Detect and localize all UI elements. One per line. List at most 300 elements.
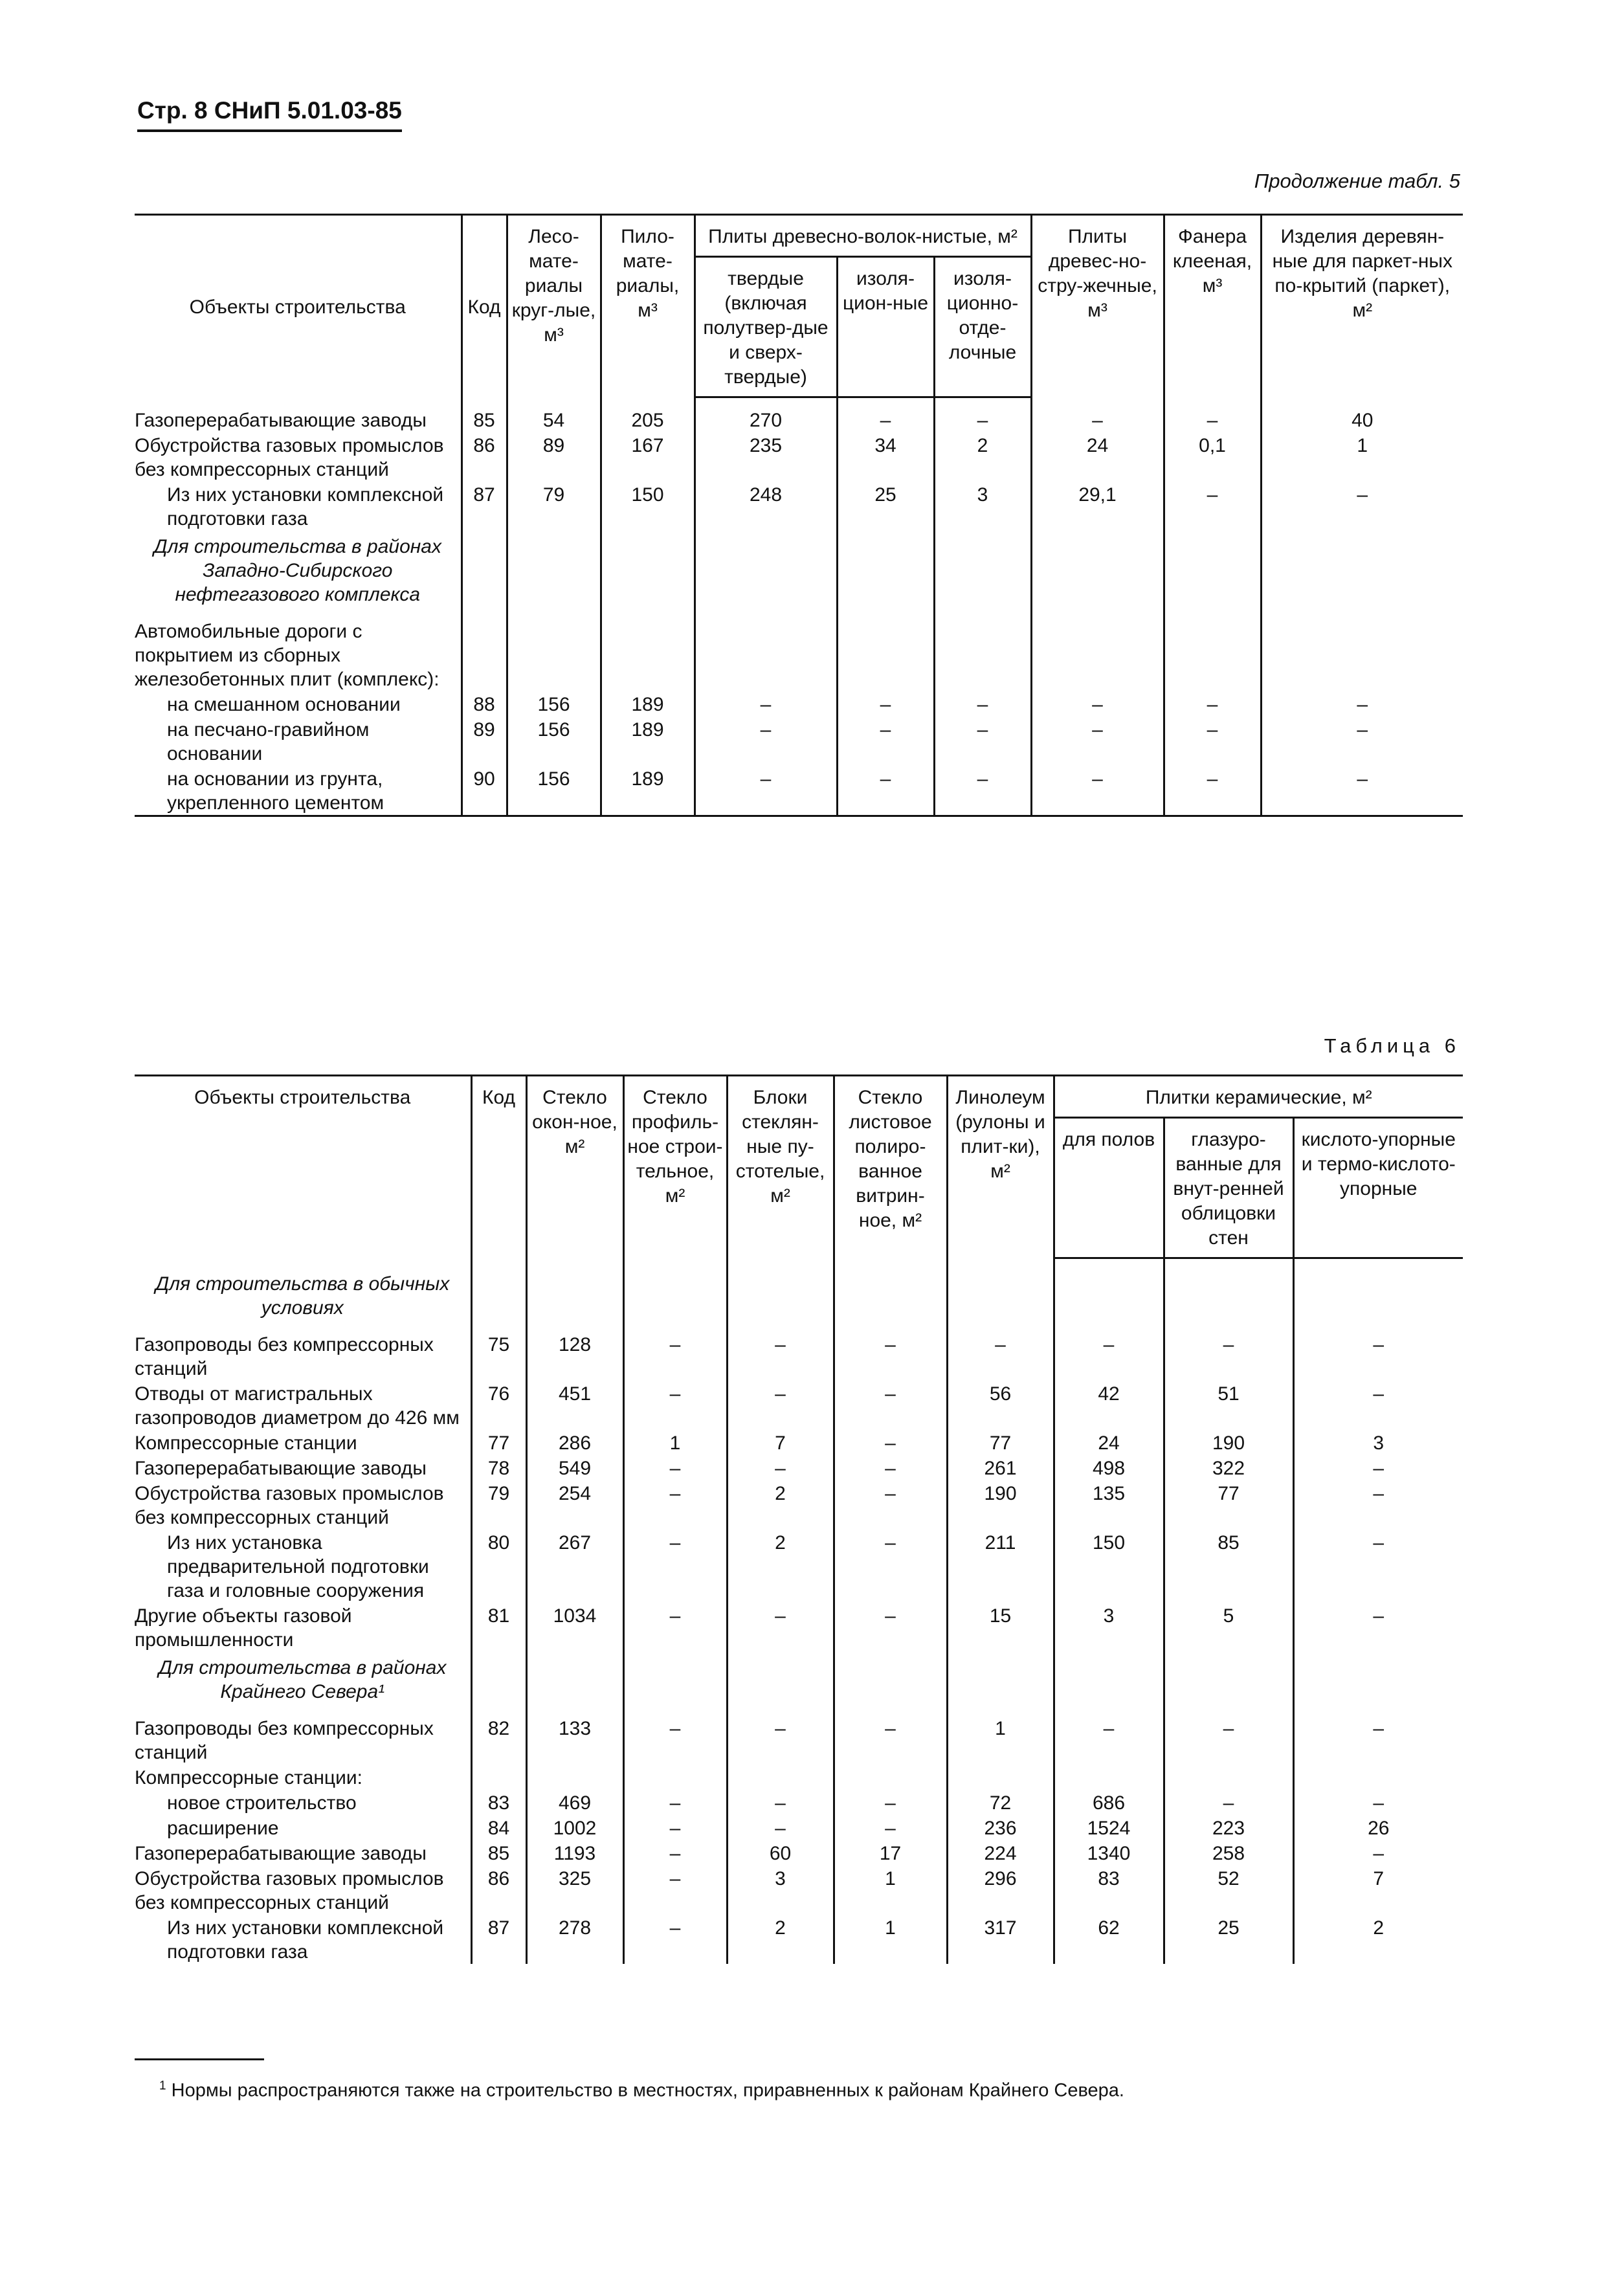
value-cell: 77 (1164, 1480, 1293, 1530)
code-cell (471, 1268, 526, 1331)
value-cell (507, 531, 601, 618)
value-cell: 135 (1054, 1480, 1164, 1530)
section-row (135, 1268, 1463, 1331)
value-cell: 25 (1164, 1915, 1293, 1964)
value-cell: 3 (1293, 1430, 1463, 1455)
value-cell: – (837, 407, 934, 432)
header-plywood: Фанера клееная, м³ (1164, 215, 1261, 397)
object-name-cell: на песчано-гравийном основании (167, 719, 370, 764)
value-cell: – (1261, 482, 1463, 531)
value-cell (695, 531, 837, 618)
value-cell: 26 (1293, 1815, 1463, 1840)
value-cell: 686 (1054, 1790, 1164, 1815)
code-cell: 79 (471, 1480, 526, 1530)
value-cell: 469 (526, 1790, 623, 1815)
section-heading: Для строительства в районах Западно-Сибирского нефтегазового комплекса (153, 536, 441, 605)
code-cell: 86 (462, 432, 507, 482)
value-cell: 1 (623, 1430, 727, 1455)
code-cell: 84 (471, 1815, 526, 1840)
value-cell: – (1054, 1715, 1164, 1765)
value-cell (727, 1652, 834, 1715)
value-cell: – (1054, 1331, 1164, 1381)
spacer-cell (601, 397, 695, 408)
header-code: Код (462, 215, 507, 397)
object-name-cell: на смешанном основании (167, 694, 401, 715)
value-cell: 451 (526, 1381, 623, 1430)
spacer-cell (947, 1258, 1054, 1269)
value-cell (526, 1765, 623, 1790)
value-cell: – (1164, 482, 1261, 531)
header-fiber-hard: твердые (включая полутвер-дые и сверх-твердые) (695, 257, 837, 397)
value-cell: 1193 (526, 1840, 623, 1865)
value-cell (934, 618, 1031, 691)
table-row (135, 1915, 1463, 1964)
code-cell (471, 1652, 526, 1715)
table-row (135, 1430, 1463, 1455)
table-row (135, 618, 1463, 691)
value-cell: 60 (727, 1840, 834, 1865)
value-cell (1164, 531, 1261, 618)
value-cell: 167 (601, 432, 695, 482)
spacer-cell (1261, 397, 1463, 408)
value-cell: 156 (507, 717, 601, 766)
value-cell: 2 (727, 1480, 834, 1530)
value-cell (526, 1268, 623, 1331)
value-cell (1293, 1652, 1463, 1715)
header-tiles: Плитки керамические, м² (1054, 1076, 1463, 1118)
code-cell: 86 (471, 1865, 526, 1915)
value-cell: 156 (507, 766, 601, 816)
header-tiles-acid: кислото-упорные и термо-кислото-упорные (1293, 1118, 1463, 1258)
value-cell (1261, 531, 1463, 618)
object-name-cell: Компрессорные станции: (135, 1767, 362, 1788)
value-cell: 150 (1054, 1530, 1164, 1603)
object-name-cell: Обустройства газовых промыслов без компрессорных станций (135, 1483, 444, 1528)
value-cell (1054, 1765, 1164, 1790)
value-cell: – (1261, 691, 1463, 717)
footnote-divider (135, 2058, 264, 2060)
object-name-cell: Из них установка предварительной подготовки газа и головные сооружения (167, 1532, 429, 1601)
value-cell: – (1164, 1715, 1293, 1765)
value-cell: – (1293, 1455, 1463, 1480)
value-cell: – (727, 1603, 834, 1652)
code-cell: 82 (471, 1715, 526, 1765)
value-cell: 156 (507, 691, 601, 717)
value-cell: 24 (1054, 1430, 1164, 1455)
value-cell: – (934, 766, 1031, 816)
section-heading: Для строительства в обычных условиях (155, 1273, 450, 1319)
value-cell (623, 1652, 727, 1715)
value-cell: – (934, 407, 1031, 432)
table-row (135, 1765, 1463, 1790)
value-cell: 25 (837, 482, 934, 531)
value-cell: – (1164, 407, 1261, 432)
value-cell: 236 (947, 1815, 1054, 1840)
spacer-row (135, 397, 1463, 408)
value-cell: 3 (934, 482, 1031, 531)
table-row (135, 1331, 1463, 1381)
value-cell: – (934, 691, 1031, 717)
object-name-cell: Газоперерабатывающие заводы (135, 1843, 427, 1864)
spacer-cell (471, 1258, 526, 1269)
spacer-cell (1054, 1258, 1164, 1269)
header-glass-sheet: Стекло листовое полиро-ванное витрин-ное, м² (834, 1076, 947, 1258)
value-cell: 190 (1164, 1430, 1293, 1455)
value-cell: – (834, 1331, 947, 1381)
value-cell: – (1164, 691, 1261, 717)
value-cell: – (1031, 691, 1164, 717)
value-cell: – (623, 1331, 727, 1381)
value-cell (947, 1652, 1054, 1715)
value-cell: 1 (834, 1865, 947, 1915)
section-row (135, 531, 1463, 618)
value-cell: – (934, 717, 1031, 766)
spacer-cell (623, 1258, 727, 1269)
value-cell (623, 1268, 727, 1331)
value-cell: – (1293, 1715, 1463, 1765)
value-cell: – (1293, 1603, 1463, 1652)
footnote-text: Нормы распространяются также на строительство в местностях, приравненных к районам Крайнего Севера. (171, 2080, 1124, 2101)
value-cell (526, 1652, 623, 1715)
value-cell: – (1031, 717, 1164, 766)
value-cell (727, 1268, 834, 1331)
table-row (135, 1480, 1463, 1530)
header-fiber-insul: изоля-цион-ные (837, 257, 934, 397)
spacer-cell (934, 397, 1031, 408)
value-cell: – (1164, 766, 1261, 816)
code-cell (462, 618, 507, 691)
value-cell: 190 (947, 1480, 1054, 1530)
value-cell: – (623, 1815, 727, 1840)
value-cell (834, 1268, 947, 1331)
value-cell: – (695, 717, 837, 766)
header-timber-round: Лесо-мате-риалы круг-лые, м³ (507, 215, 601, 397)
value-cell: 1524 (1054, 1815, 1164, 1840)
table-row (135, 717, 1463, 766)
code-cell: 89 (462, 717, 507, 766)
value-cell: – (837, 717, 934, 766)
object-name-cell: Газоперерабатывающие заводы (135, 410, 427, 431)
value-cell: – (1293, 1530, 1463, 1603)
value-cell: – (834, 1455, 947, 1480)
value-cell: 54 (507, 407, 601, 432)
value-cell: 296 (947, 1865, 1054, 1915)
header-linoleum: Линолеум (рулоны и плит-ки), м² (947, 1076, 1054, 1258)
code-cell: 85 (462, 407, 507, 432)
value-cell: – (1164, 1331, 1293, 1381)
value-cell: – (623, 1840, 727, 1865)
object-name-cell: расширение (167, 1818, 279, 1839)
value-cell: 29,1 (1031, 482, 1164, 531)
value-cell (837, 618, 934, 691)
code-cell: 80 (471, 1530, 526, 1603)
value-cell: 51 (1164, 1381, 1293, 1430)
value-cell: – (623, 1790, 727, 1815)
table-5-continuation (135, 214, 1463, 817)
table-row (135, 1455, 1463, 1480)
value-cell: – (834, 1530, 947, 1603)
value-cell: 549 (526, 1455, 623, 1480)
value-cell: – (727, 1381, 834, 1430)
header-objects: Объекты строительства (194, 1087, 411, 1108)
object-name-cell: Из них установки комплексной подготовки газа (167, 484, 444, 529)
value-cell: – (1031, 766, 1164, 816)
table-row (135, 1603, 1463, 1652)
value-cell (1164, 1765, 1293, 1790)
header-glass-blocks: Блоки стеклян-ные пу-стотелые, м² (727, 1076, 834, 1258)
object-name-cell: Газоперерабатывающие заводы (135, 1458, 427, 1479)
value-cell (837, 531, 934, 618)
continuation-label: Продолжение табл. 5 (1254, 170, 1460, 192)
header-objects: Объекты строительства (189, 296, 406, 318)
table-row (135, 482, 1463, 531)
value-cell: 258 (1164, 1840, 1293, 1865)
value-cell: – (1164, 1790, 1293, 1815)
code-cell: 88 (462, 691, 507, 717)
value-cell: 322 (1164, 1455, 1293, 1480)
value-cell: 85 (1164, 1530, 1293, 1603)
value-cell: – (834, 1790, 947, 1815)
value-cell: 17 (834, 1840, 947, 1865)
value-cell (947, 1268, 1054, 1331)
value-cell: – (834, 1715, 947, 1765)
value-cell: – (1261, 766, 1463, 816)
value-cell: – (837, 766, 934, 816)
value-cell: 205 (601, 407, 695, 432)
object-name-cell: Отводы от магистральных газопроводов диаметром до 426 мм (135, 1383, 460, 1429)
value-cell: 189 (601, 691, 695, 717)
value-cell: – (834, 1480, 947, 1530)
header-fiber-boards: Плиты древесно-волок-нистые, м² (695, 215, 1031, 257)
value-cell: – (1293, 1331, 1463, 1381)
value-cell: 0,1 (1164, 432, 1261, 482)
value-cell (1164, 1652, 1293, 1715)
value-cell: 224 (947, 1840, 1054, 1865)
header-tiles-glazed: глазуро-ванные для внут-ренней облицовки стен (1164, 1118, 1293, 1258)
value-cell (1031, 618, 1164, 691)
value-cell: 72 (947, 1790, 1054, 1815)
value-cell: 89 (507, 432, 601, 482)
value-cell: 79 (507, 482, 601, 531)
value-cell: 52 (1164, 1865, 1293, 1915)
value-cell: – (1293, 1381, 1463, 1430)
code-cell: 77 (471, 1430, 526, 1455)
code-cell: 85 (471, 1840, 526, 1865)
value-cell: 254 (526, 1480, 623, 1530)
value-cell: 1034 (526, 1603, 623, 1652)
code-cell: 83 (471, 1790, 526, 1815)
table-row (135, 1715, 1463, 1765)
code-cell (471, 1765, 526, 1790)
table-row (135, 1815, 1463, 1840)
header-glass-profile: Стекло профиль-ное строи-тельное, м² (623, 1076, 727, 1258)
value-cell: – (727, 1715, 834, 1765)
code-cell (462, 531, 507, 618)
value-cell: 133 (526, 1715, 623, 1765)
table-row (135, 766, 1463, 816)
table-row (135, 1530, 1463, 1603)
value-cell: 3 (727, 1865, 834, 1915)
table-row (135, 432, 1463, 482)
spacer-cell (135, 1258, 471, 1269)
value-cell (834, 1765, 947, 1790)
value-cell (1293, 1268, 1463, 1331)
value-cell: – (834, 1381, 947, 1430)
value-cell: 42 (1054, 1381, 1164, 1430)
object-name-cell: новое строительство (167, 1792, 357, 1814)
code-cell: 81 (471, 1603, 526, 1652)
value-cell: 267 (526, 1530, 623, 1603)
value-cell (1054, 1652, 1164, 1715)
value-cell (1054, 1268, 1164, 1331)
value-cell (727, 1765, 834, 1790)
value-cell: 62 (1054, 1915, 1164, 1964)
value-cell: 211 (947, 1530, 1054, 1603)
object-name-cell: Обустройства газовых промыслов без компрессорных станций (135, 1868, 444, 1913)
table-6-label: Таблица 6 (1324, 1034, 1460, 1057)
value-cell (1261, 618, 1463, 691)
footnote (159, 2079, 1124, 2102)
value-cell (1031, 531, 1164, 618)
value-cell: 1 (1261, 432, 1463, 482)
table-row (135, 1381, 1463, 1430)
object-name-cell: Обустройства газовых промыслов без компрессорных станций (135, 435, 444, 480)
value-cell: – (623, 1381, 727, 1430)
value-cell: 278 (526, 1915, 623, 1964)
code-cell: 87 (471, 1915, 526, 1964)
value-cell: 1 (834, 1915, 947, 1964)
table-5-body (135, 397, 1463, 816)
spacer-cell (1164, 1258, 1293, 1269)
table-6 (135, 1075, 1463, 1964)
value-cell: 325 (526, 1865, 623, 1915)
value-cell: 5 (1164, 1603, 1293, 1652)
header-fiber-insul-fin: изоля-ционно-отде-лочные (934, 257, 1031, 397)
value-cell: – (727, 1331, 834, 1381)
value-cell: 189 (601, 717, 695, 766)
value-cell (507, 618, 601, 691)
value-cell: – (727, 1815, 834, 1840)
object-name-cell: Другие объекты газовой промышленности (135, 1605, 352, 1651)
header-lumber: Пило-мате-риалы, м³ (601, 215, 695, 397)
code-cell: 90 (462, 766, 507, 816)
code-cell: 75 (471, 1331, 526, 1381)
spacer-cell (1031, 397, 1164, 408)
value-cell: 223 (1164, 1815, 1293, 1840)
value-cell: – (1293, 1840, 1463, 1865)
value-cell: – (1031, 407, 1164, 432)
value-cell: 128 (526, 1331, 623, 1381)
table-row (135, 1790, 1463, 1815)
value-cell: 7 (727, 1430, 834, 1455)
value-cell (947, 1765, 1054, 1790)
header-glass-window: Стекло окон-ное, м² (526, 1076, 623, 1258)
object-name-cell: на основании из грунта, укрепленного цементом (167, 768, 384, 814)
table-row (135, 1840, 1463, 1865)
value-cell: 77 (947, 1430, 1054, 1455)
value-cell: 2 (727, 1530, 834, 1603)
table-row (135, 691, 1463, 717)
value-cell: 7 (1293, 1865, 1463, 1915)
value-cell: 83 (1054, 1865, 1164, 1915)
value-cell (934, 531, 1031, 618)
spacer-cell (135, 397, 462, 408)
value-cell: 261 (947, 1455, 1054, 1480)
object-name-cell: Компрессорные станции (135, 1432, 357, 1454)
value-cell: 270 (695, 407, 837, 432)
value-cell: – (623, 1715, 727, 1765)
value-cell: 34 (837, 432, 934, 482)
value-cell: 150 (601, 482, 695, 531)
value-cell: – (947, 1331, 1054, 1381)
code-cell: 76 (471, 1381, 526, 1430)
header-parquet: Изделия деревян-ные для паркет-ных по-крытий (паркет), м² (1261, 215, 1463, 397)
value-cell (1293, 1765, 1463, 1790)
value-cell: 3 (1054, 1603, 1164, 1652)
value-cell: – (623, 1915, 727, 1964)
value-cell: 1002 (526, 1815, 623, 1840)
value-cell: 2 (727, 1915, 834, 1964)
value-cell: – (623, 1865, 727, 1915)
value-cell: 248 (695, 482, 837, 531)
value-cell: – (727, 1455, 834, 1480)
value-cell (834, 1652, 947, 1715)
value-cell: – (623, 1480, 727, 1530)
value-cell: 317 (947, 1915, 1054, 1964)
value-cell: 189 (601, 766, 695, 816)
value-cell: 24 (1031, 432, 1164, 482)
value-cell: – (695, 766, 837, 816)
table-row (135, 407, 1463, 432)
code-cell: 87 (462, 482, 507, 531)
value-cell (601, 531, 695, 618)
value-cell: 286 (526, 1430, 623, 1455)
value-cell: – (834, 1815, 947, 1840)
header-code: Код (471, 1076, 526, 1258)
code-cell: 78 (471, 1455, 526, 1480)
section-row (135, 1652, 1463, 1715)
value-cell: – (837, 691, 934, 717)
value-cell: – (1293, 1480, 1463, 1530)
footnote-mark: 1 (159, 2079, 166, 2093)
table-row (135, 1865, 1463, 1915)
spacer-cell (1293, 1258, 1463, 1269)
section-heading: Для строительства в районах Крайнего Севера¹ (159, 1657, 447, 1702)
value-cell: – (1164, 717, 1261, 766)
object-name-cell: Газопроводы без компрессорных станций (135, 1334, 434, 1379)
value-cell (1164, 1268, 1293, 1331)
header-tiles-floor: для полов (1054, 1118, 1164, 1258)
value-cell: 1340 (1054, 1840, 1164, 1865)
value-cell: 2 (934, 432, 1031, 482)
value-cell (601, 618, 695, 691)
value-cell (695, 618, 837, 691)
value-cell: – (623, 1530, 727, 1603)
object-name-cell: Из них установки комплексной подготовки газа (167, 1917, 444, 1963)
spacer-cell (837, 397, 934, 408)
value-cell: – (623, 1603, 727, 1652)
value-cell: 2 (1293, 1915, 1463, 1964)
object-name-cell: Газопроводы без компрессорных станций (135, 1718, 434, 1763)
value-cell: 1 (947, 1715, 1054, 1765)
spacer-cell (462, 397, 507, 408)
value-cell: – (695, 691, 837, 717)
spacer-cell (727, 1258, 834, 1269)
spacer-cell (1164, 397, 1261, 408)
value-cell: – (623, 1455, 727, 1480)
spacer-cell (507, 397, 601, 408)
value-cell: 235 (695, 432, 837, 482)
